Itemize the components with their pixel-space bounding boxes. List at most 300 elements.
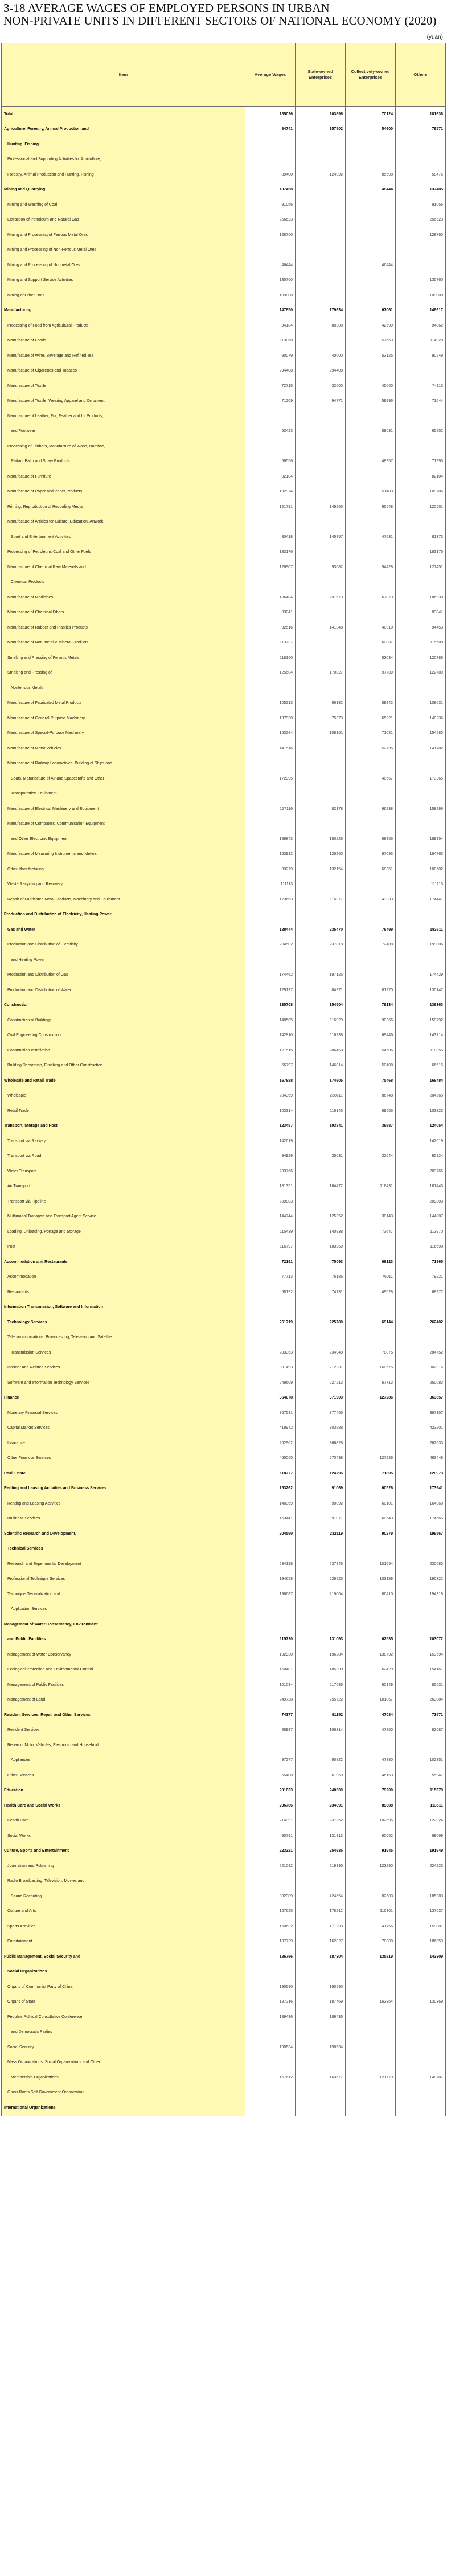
cell-average-wages: 256623 [245,213,296,228]
table-row [2,378,446,394]
cell-collectively-owned: 76499 [346,922,396,938]
cell-others: 140236 [396,711,446,726]
cell-others: 94453 [396,620,446,635]
table-row [2,1436,446,1451]
cell-state-owned: 187304 [296,1949,346,1964]
cell-average-wages [245,409,296,424]
cell-others: 114920 [396,333,446,349]
cell-collectively-owned [346,1874,396,1889]
cell-collectively-owned [346,227,396,243]
cell-others [396,439,446,454]
row-label: Other Financial Services [2,1451,245,1466]
cell-average-wages: 111113 [245,877,296,892]
row-label: Waste Recycling and Recovery [2,877,245,892]
cell-collectively-owned: 78875 [346,1345,396,1360]
table-row [2,1995,446,2010]
cell-collectively-owned [346,243,396,258]
cell-average-wages: 221092 [245,1858,296,1874]
cell-others: 66515 [396,1058,446,1074]
cell-state-owned: 237818 [296,938,346,953]
table-row [2,1391,446,1406]
cell-average-wages: 55400 [245,1768,296,1783]
row-label: Processing of Food from Agricultural Products [2,318,245,333]
cell-average-wages: 187216 [245,1995,296,2010]
row-label: Transport via Road [2,1149,245,1164]
row-label: Journalism and Publishing [2,1858,245,1874]
cell-state-owned: 76186 [296,1270,346,1285]
row-label: Smelting and Pressing of [2,666,245,681]
table-row [2,1330,446,1346]
cell-average-wages: 189436 [245,2010,296,2025]
cell-others: 95924 [396,1149,446,1164]
cell-average-wages: 190534 [245,2040,296,2055]
table-row [2,1677,446,1693]
table-header-row [2,43,446,107]
cell-collectively-owned: 91945 [346,1844,396,1859]
cell-others [396,1330,446,1346]
row-label: Renting and Leasing Activities and Business Services [2,1481,245,1497]
cell-others [396,258,446,273]
cell-collectively-owned: 59942 [346,696,396,711]
cell-others: 463448 [396,1451,446,1466]
cell-state-owned: 61969 [296,1768,346,1783]
table-row [2,892,446,907]
cell-state-owned [296,1134,346,1149]
cell-state-owned: 255722 [296,1693,346,1708]
table-row [2,2085,446,2101]
cell-others: 136363 [396,998,446,1013]
row-label: Repair of Fabricated Metal Products, Machinery and Equipment [2,892,245,907]
table-row [2,1647,446,1662]
cell-state-owned: 157502 [296,122,346,137]
table-row [2,1013,446,1028]
cell-average-wages: 201633 [245,1783,296,1799]
cell-state-owned: 237362 [296,1813,346,1829]
cell-others: 183176 [396,545,446,560]
cell-collectively-owned: 68351 [346,862,396,877]
cell-others: 148617 [396,303,446,319]
row-label: Business Services [2,1511,245,1527]
table-row [2,1270,446,1285]
row-label: Real Estate [2,1466,245,1481]
row-label: Sport and Entertainment Activities [2,529,245,545]
cell-others: 137485 [396,182,446,198]
cell-state-owned: 230211 [296,1089,346,1104]
cell-average-wages [245,575,296,590]
row-label: Telecommunications, Broadcasting, Television and Satellite [2,1330,245,1346]
cell-state-owned [296,424,346,439]
cell-state-owned [296,227,346,243]
cell-state-owned: 116238 [296,1028,346,1044]
cell-others: 186930 [396,590,446,605]
cell-collectively-owned [346,1421,396,1436]
cell-average-wages: 80418 [245,529,296,545]
row-label: Air Transport [2,1179,245,1195]
cell-state-owned: 93682 [296,560,346,575]
table-row [2,1572,446,1587]
row-label: Scientific Research and Development, [2,1526,245,1542]
cell-state-owned: 32500 [296,378,346,394]
row-label: Gas and Water [2,922,245,938]
cell-collectively-owned: 69446 [346,1028,396,1044]
cell-state-owned: 189436 [296,2010,346,2025]
cell-state-owned: 40000 [296,348,346,364]
cell-state-owned: 424654 [296,1889,346,1904]
cell-collectively-owned [346,1979,396,1995]
table-row [2,650,446,666]
cell-state-owned [296,454,346,470]
table-row [2,635,446,651]
cell-collectively-owned: 60052 [346,1828,396,1844]
cell-state-owned [296,484,346,500]
cell-average-wages [245,1874,296,1889]
cell-others: 142619 [396,1134,446,1149]
table-row [2,817,446,832]
cell-collectively-owned: 50408 [346,1058,396,1074]
cell-state-owned [296,197,346,213]
cell-average-wages: 174462 [245,968,296,983]
cell-collectively-owned [346,545,396,560]
cell-collectively-owned [346,877,396,892]
cell-average-wages: 72191 [245,1254,296,1270]
title-line-2: NON-PRIVATE UNITS IN DIFFERENT SECTORS OF NATIONAL ECONOMY (2020) [3,14,437,27]
cell-state-owned [296,439,346,454]
cell-collectively-owned: 68123 [346,1254,396,1270]
table-row [2,1602,446,1617]
row-label: Social Works [2,1828,245,1844]
row-label: Hunting, Fishing [2,137,245,152]
cell-average-wages: 126907 [245,560,296,575]
table-row [2,998,446,1013]
cell-state-owned [296,137,346,152]
row-label: Radio Broadcasting, Television, Movies and [2,1874,245,1889]
cell-collectively-owned: 60087 [346,635,396,651]
cell-average-wages: 90791 [245,1828,296,1844]
cell-others [396,952,446,968]
table-row [2,1375,446,1391]
cell-others: 127451 [396,560,446,575]
cell-state-owned [296,650,346,666]
row-label: Management of Water Conservancy [2,1647,245,1662]
row-label: Wholesale and Retail Trade [2,1073,245,1089]
cell-average-wages [245,952,296,968]
cell-state-owned [296,786,346,802]
cell-state-owned [296,741,346,756]
table-row [2,454,446,470]
cell-average-wages: 84741 [245,122,296,137]
row-label: and Democratic Parties [2,2025,245,2040]
table-row [2,1405,446,1421]
cell-state-owned: 106314 [296,1723,346,1738]
table-row [2,1254,446,1270]
cell-others: 199567 [396,1526,446,1542]
cell-collectively-owned: 48957 [346,454,396,470]
table-row [2,1300,446,1315]
cell-collectively-owned: 97093 [346,847,396,862]
table-row [2,1542,446,1557]
table-row [2,1119,446,1134]
cell-collectively-owned: 66238 [346,801,396,817]
cell-state-owned: 103841 [296,1119,346,1134]
cell-others: 154580 [396,726,446,741]
row-label: Social Security [2,2040,245,2055]
cell-collectively-owned: 163964 [346,1995,396,2010]
cell-average-wages: 113737 [245,635,296,651]
cell-state-owned: 366828 [296,1436,346,1451]
cell-state-owned [296,1874,346,1889]
cell-average-wages: 167888 [245,1073,296,1089]
cell-collectively-owned: 90366 [346,1013,396,1028]
cell-average-wages: 141516 [245,741,296,756]
cell-state-owned: 90822 [296,1753,346,1768]
cell-state-owned [296,680,346,696]
cell-collectively-owned: 76011 [346,1270,396,1285]
cell-collectively-owned: 70124 [346,107,396,122]
cell-collectively-owned [346,137,396,152]
cell-others: 164360 [396,1496,446,1511]
cell-collectively-owned [346,1240,396,1255]
row-label: Application Services [2,1602,245,1617]
table-row [2,786,446,802]
row-label: Repair of Motor Vehicles, Electronic and Household [2,1738,245,1753]
row-label: Monetary Financial Services [2,1405,245,1421]
table-row [2,469,446,484]
cell-others: 174441 [396,892,446,907]
cell-average-wages: 144744 [245,1209,296,1225]
row-label: International Organizations [2,2100,245,2116]
row-label: Renting and Leasing Activities [2,1496,245,1511]
cell-average-wages: 147850 [245,303,296,319]
cell-state-owned: 171293 [296,1919,346,1934]
table-row [2,1934,446,1950]
cell-collectively-owned [346,288,396,303]
cell-average-wages: 153284 [245,726,296,741]
cell-average-wages [245,439,296,454]
cell-others: 423201 [396,1421,446,1436]
cell-average-wages: 153262 [245,1481,296,1497]
table-row [2,2055,446,2070]
cell-state-owned [296,756,346,772]
cell-state-owned: 196284 [296,1647,346,1662]
cell-state-owned: 234948 [296,1345,346,1360]
cell-average-wages: 121515 [245,1043,296,1058]
cell-others: 143714 [396,1028,446,1044]
row-label: Finance [2,1391,245,1406]
cell-collectively-owned [346,152,396,168]
cell-collectively-owned: 47084 [346,1707,396,1723]
row-label: Mining of Other Ores [2,288,245,303]
row-label: Construction [2,998,245,1013]
cell-state-owned [296,605,346,621]
cell-state-owned [296,1300,346,1315]
cell-others: 103323 [396,1103,446,1119]
cell-collectively-owned [346,605,396,621]
header-others: Others [396,43,446,107]
cell-others: 204265 [396,1089,446,1104]
row-label: Manufacture of Medicines [2,590,245,605]
cell-average-wages [245,1330,296,1346]
cell-collectively-owned: 57553 [346,333,396,349]
cell-others: 111113 [396,877,446,892]
cell-state-owned [296,1964,346,1980]
cell-others: 115588 [396,635,446,651]
cell-average-wages: 187729 [245,1934,296,1950]
cell-average-wages [245,137,296,152]
table-row [2,938,446,953]
cell-collectively-owned [346,2025,396,2040]
cell-collectively-owned: 90279 [346,1526,396,1542]
row-label: Manufacture of General-Purpose Machinery [2,711,245,726]
cell-collectively-owned: 81270 [346,983,396,998]
cell-state-owned: 91071 [296,1511,346,1527]
cell-collectively-owned: 69144 [346,1315,396,1330]
table-row [2,318,446,333]
cell-others [396,2025,446,2040]
cell-collectively-owned [346,2100,396,2116]
cell-state-owned: 377465 [296,1405,346,1421]
table-row [2,1089,446,1104]
cell-state-owned: 65182 [296,696,346,711]
row-label: Production and Distribution of Water [2,983,245,998]
cell-others: 109786 [396,484,446,500]
cell-average-wages: 94929 [245,1149,296,1164]
row-label: Ecological Protection and Environmental Control [2,1662,245,1678]
cell-others: 173941 [396,1481,446,1497]
cell-collectively-owned: 71805 [346,1466,396,1481]
cell-average-wages: 115720 [245,1632,296,1648]
cell-others: 148787 [396,2070,446,2085]
cell-average-wages: 92516 [245,620,296,635]
cell-collectively-owned: 75468 [346,1073,396,1089]
cell-others: 108631 [396,696,446,711]
cell-state-owned: 178212 [296,1904,346,1919]
cell-state-owned [296,907,346,923]
cell-average-wages: 129177 [245,983,296,998]
cell-state-owned [296,273,346,288]
cell-others: 203766 [396,1164,446,1179]
cell-state-owned: 185390 [296,1662,346,1678]
cell-state-owned: 82178 [296,801,346,817]
cell-state-owned: 219064 [296,1587,346,1602]
cell-average-wages: 186766 [245,1949,296,1964]
table-row [2,1858,446,1874]
cell-average-wages: 192930 [245,1647,296,1662]
cell-collectively-owned [346,197,396,213]
cell-others: 82104 [396,469,446,484]
row-label: Manufacture of Measuring Instruments and Meters [2,847,245,862]
row-label: Health Care [2,1813,245,1829]
cell-others [396,152,446,168]
row-label: Other Manufacturing [2,862,245,877]
cell-others [396,515,446,530]
table-row [2,1526,446,1542]
cell-others: 284752 [396,1345,446,1360]
cell-average-wages: 91056 [245,197,296,213]
cell-collectively-owned [346,439,396,454]
cell-others [396,817,446,832]
cell-others: 224223 [396,1858,446,1874]
cell-others: 79571 [396,122,446,137]
cell-collectively-owned: 160575 [346,1360,396,1376]
row-label: Public Management, Social Security and [2,1949,245,1964]
cell-average-wages: 234198 [245,1556,296,1572]
cell-others [396,1979,446,1995]
cell-state-owned: 227213 [296,1375,346,1391]
cell-state-owned [296,182,346,198]
table-row [2,137,446,152]
cell-state-owned [296,817,346,832]
table-row [2,1723,446,1738]
cell-state-owned: 116929 [296,1013,346,1028]
table-row [2,1662,446,1678]
cell-average-wages: 190590 [245,1979,296,1995]
cell-collectively-owned [346,364,396,379]
cell-average-wages: 72715 [245,378,296,394]
cell-average-wages: 97277 [245,1753,296,1768]
row-label: Mining and Processing of Non-Ferrous Metal Ores [2,243,245,258]
cell-collectively-owned [346,1602,396,1617]
cell-collectively-owned [346,409,396,424]
cell-collectively-owned: 71021 [346,726,396,741]
row-label: Loading, Unloading, Portage and Storage [2,1224,245,1240]
cell-others: 153694 [396,1647,446,1662]
cell-state-owned [296,771,346,786]
row-label: Manufacture of Rubber and Plastics Products [2,620,245,635]
row-label: Social Organizations [2,1964,245,1980]
table-row [2,1149,446,1164]
table-row [2,922,446,938]
table-row [2,726,446,741]
row-label: Chemical Products [2,575,245,590]
row-label: Transport, Storage and Post [2,1119,245,1134]
cell-collectively-owned: 85698 [346,167,396,182]
cell-state-owned: 229525 [296,1572,346,1587]
cell-state-owned [296,575,346,590]
cell-average-wages: 83041 [245,605,296,621]
cell-average-wages: 173663 [245,892,296,907]
unit-label: (yuan) [427,34,443,40]
table-row [2,243,446,258]
cell-others [396,364,446,379]
cell-others: 116698 [396,1240,446,1255]
cell-average-wages [245,243,296,258]
cell-collectively-owned [346,2010,396,2025]
cell-state-owned: 124992 [296,167,346,182]
table-row [2,575,446,590]
header-state-owned: State-owned Enterprises [296,43,346,107]
table-row [2,620,446,635]
cell-collectively-owned: 138792 [346,1647,396,1662]
cell-average-wages: 301493 [245,1360,296,1376]
cell-collectively-owned: 54428 [346,560,396,575]
cell-collectively-owned: 47850 [346,1723,396,1738]
table-row [2,1979,446,1995]
table-row [2,545,446,560]
cell-state-owned [296,288,346,303]
cell-collectively-owned: 46153 [346,1768,396,1783]
table-row [2,167,446,182]
cell-average-wages: 249728 [245,1693,296,1708]
cell-collectively-owned [346,1300,396,1315]
row-label: Construction of Buildings [2,1013,245,1028]
cell-others: 141782 [396,741,446,756]
row-label: Organs of Communist Party of China [2,1979,245,1995]
row-label: Mining and Washing of Coal [2,197,245,213]
table-row [2,1058,446,1074]
table-row [2,590,446,605]
cell-state-owned: 180226 [296,832,346,847]
cell-others: 65252 [396,424,446,439]
